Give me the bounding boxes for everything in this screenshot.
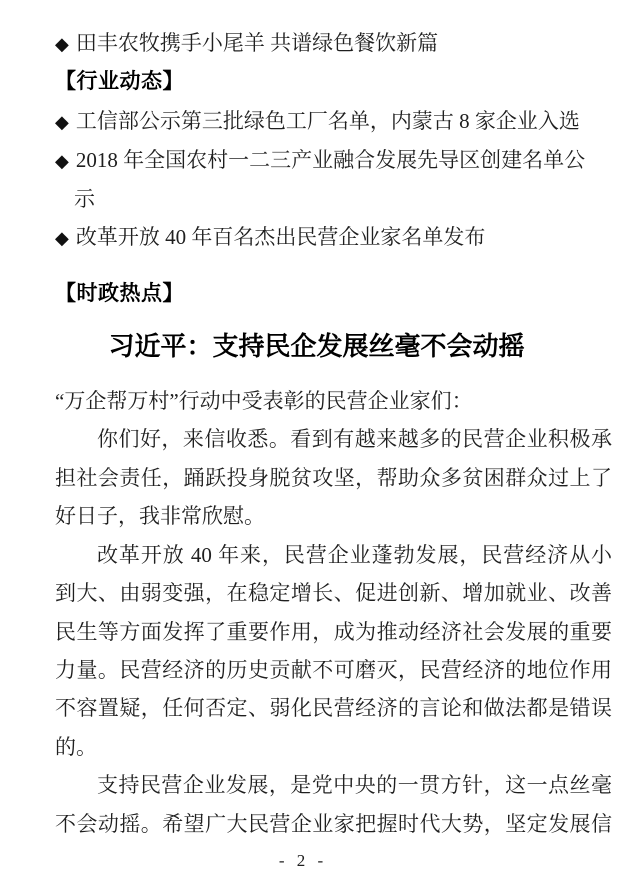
article-line: 的。: [55, 734, 97, 759]
article-title: 习近平：支持民企发展丝毫不会动摇: [108, 332, 525, 362]
section-header-political-hotspots: 【时政热点】: [55, 281, 184, 305]
article-line: 支持民营企业发展，是党中央的一贯方针，这一点丝毫: [97, 773, 612, 798]
article-line: 不会动摇。希望广大民营企业家把握时代大势，坚定发展信: [55, 811, 612, 836]
article-line: 到大、由弱变强，在稳定增长、促进创新、增加就业、改善: [55, 581, 612, 606]
diamond-bullet-icon: ◆: [55, 34, 69, 54]
article-body: [55, 382, 612, 843]
news-bullet-text: 田丰农牧携手小尾羊 共谱绿色餐饮新篇: [75, 31, 439, 55]
news-bullet-item: [55, 218, 612, 257]
news-bullet-item: [55, 102, 612, 141]
article-line: 好日子，我非常欣慰。: [55, 504, 265, 529]
section-header-industry-news: 【行业动态】: [55, 70, 184, 94]
article-line: 改革开放 40 年来，民营企业蓬勃发展，民营经济从小: [97, 542, 612, 567]
news-bullet-item: [55, 141, 612, 180]
article-line-salutation: “万企帮万村”行动中受表彰的民营企业家们：: [55, 389, 473, 414]
news-bullet-item: [55, 24, 612, 63]
article-line: 不容置疑，任何否定、弱化民营经济的言论和做法都是错误: [55, 696, 612, 721]
article-line: 担社会责任，踊跃投身脱贫攻坚，帮助众多贫困群众过上了: [55, 465, 612, 490]
news-bullet-text: 改革开放 40 年百名杰出民营企业家名单发布: [75, 225, 486, 250]
article-line: 力量。民营经济的历史贡献不可磨灭，民营经济的地位作用: [55, 657, 612, 682]
diamond-bullet-icon: ◆: [55, 228, 69, 249]
article-line: 民生等方面发挥了重要作用，成为推动经济社会发展的重要: [55, 619, 612, 644]
news-bullet-text: 2018 年全国农村一二三产业融合发展先导区创建名单公: [75, 147, 586, 172]
diamond-bullet-icon: ◆: [55, 150, 69, 171]
diamond-bullet-icon: ◆: [55, 111, 69, 132]
article-line: 你们好，来信收悉。看到有越来越多的民营企业积极承: [97, 427, 612, 452]
news-bullet-text-continuation: 示: [74, 187, 95, 212]
news-bullet-text: 工信部公示第三批绿色工厂名单，内蒙古 8 家企业入选: [75, 108, 580, 133]
page-number: - 2 -: [278, 851, 328, 870]
